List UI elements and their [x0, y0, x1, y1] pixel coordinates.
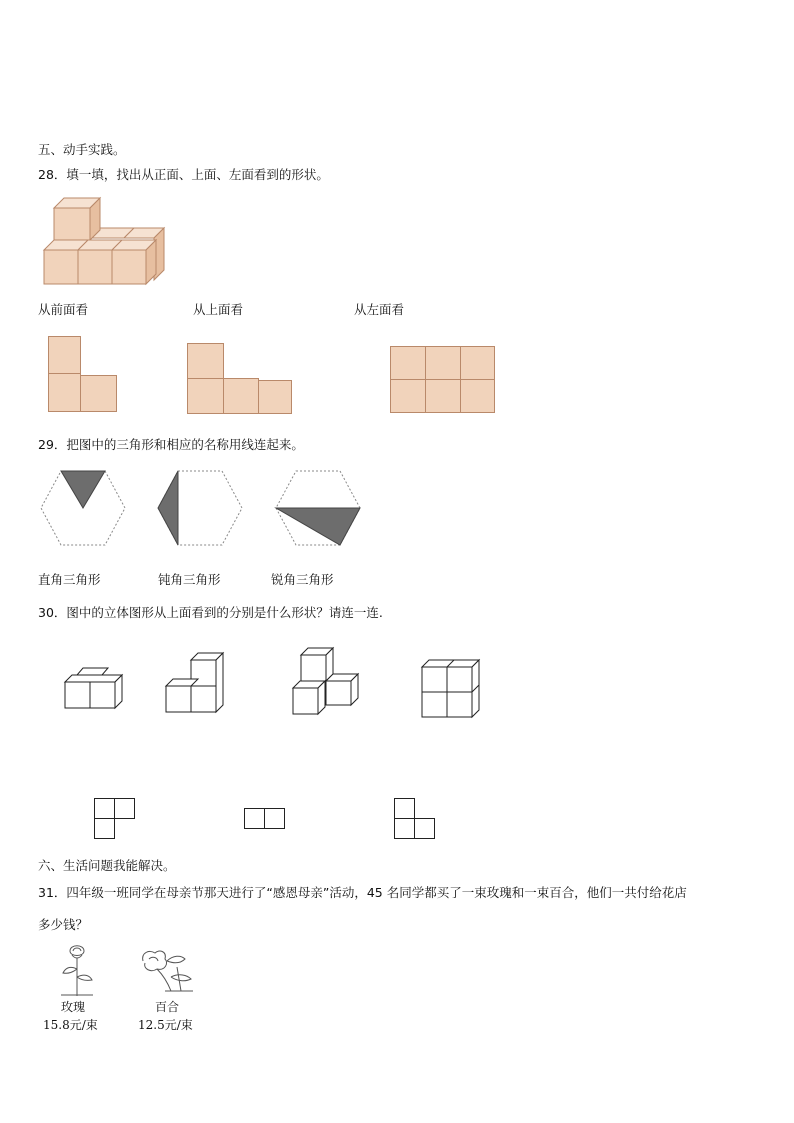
- q28-view-top: [187, 343, 293, 415]
- q30-view-option-2: [244, 808, 286, 830]
- lily-image: [137, 947, 195, 993]
- q30-solid-2: [165, 651, 227, 713]
- section-6-heading: 六、生活问题我能解决。: [38, 858, 176, 873]
- rose-image: [55, 941, 99, 997]
- q30-view-option-3: [394, 798, 436, 840]
- q29-label-obtuse: 钝角三角形: [158, 572, 221, 587]
- q29-hexagon-acute-triangle: [275, 470, 361, 546]
- q29-hexagon-obtuse-triangle: [157, 470, 243, 546]
- q28-view-front: [48, 336, 118, 412]
- q29-hexagon-right-triangle: [40, 470, 126, 546]
- q30-solid-3: [292, 647, 362, 715]
- q29-label-right: 直角三角形: [38, 572, 101, 587]
- q28-cube-figure: [44, 196, 174, 288]
- q29-label-acute: 锐角三角形: [271, 572, 334, 587]
- q28-label-top: 从上面看: [193, 302, 244, 317]
- question-31-prompt-line-2: 多少钱？: [38, 917, 89, 932]
- question-31-prompt-line-1: 31．四年级一班同学在母亲节那天进行了“感恩母亲”活动，45 名同学都买了一束玫瑰和一束百合，他们一共付给花店: [38, 885, 687, 900]
- q28-label-left: 从左面看: [354, 302, 405, 317]
- q28-view-left: [390, 346, 496, 414]
- section-5-heading: 五、动手实践。: [38, 142, 126, 157]
- question-30-prompt: 30．图中的立体图形从上面看到的分别是什么形状？请连一连.: [38, 605, 383, 620]
- q30-solid-1: [64, 665, 126, 710]
- q30-view-option-1: [94, 798, 136, 840]
- q28-label-front: 从前面看: [38, 302, 89, 317]
- q30-solid-4: [421, 659, 483, 719]
- lily-price: 12.5元/束: [138, 1018, 193, 1032]
- question-28-prompt: 28．填一填，找出从正面、上面、左面看到的形状。: [38, 167, 329, 182]
- lily-name: 百合: [155, 1000, 180, 1014]
- question-29-prompt: 29．把图中的三角形和相应的名称用线连起来。: [38, 437, 304, 452]
- rose-name: 玫瑰: [61, 1000, 86, 1014]
- rose-price: 15.8元/束: [43, 1018, 98, 1032]
